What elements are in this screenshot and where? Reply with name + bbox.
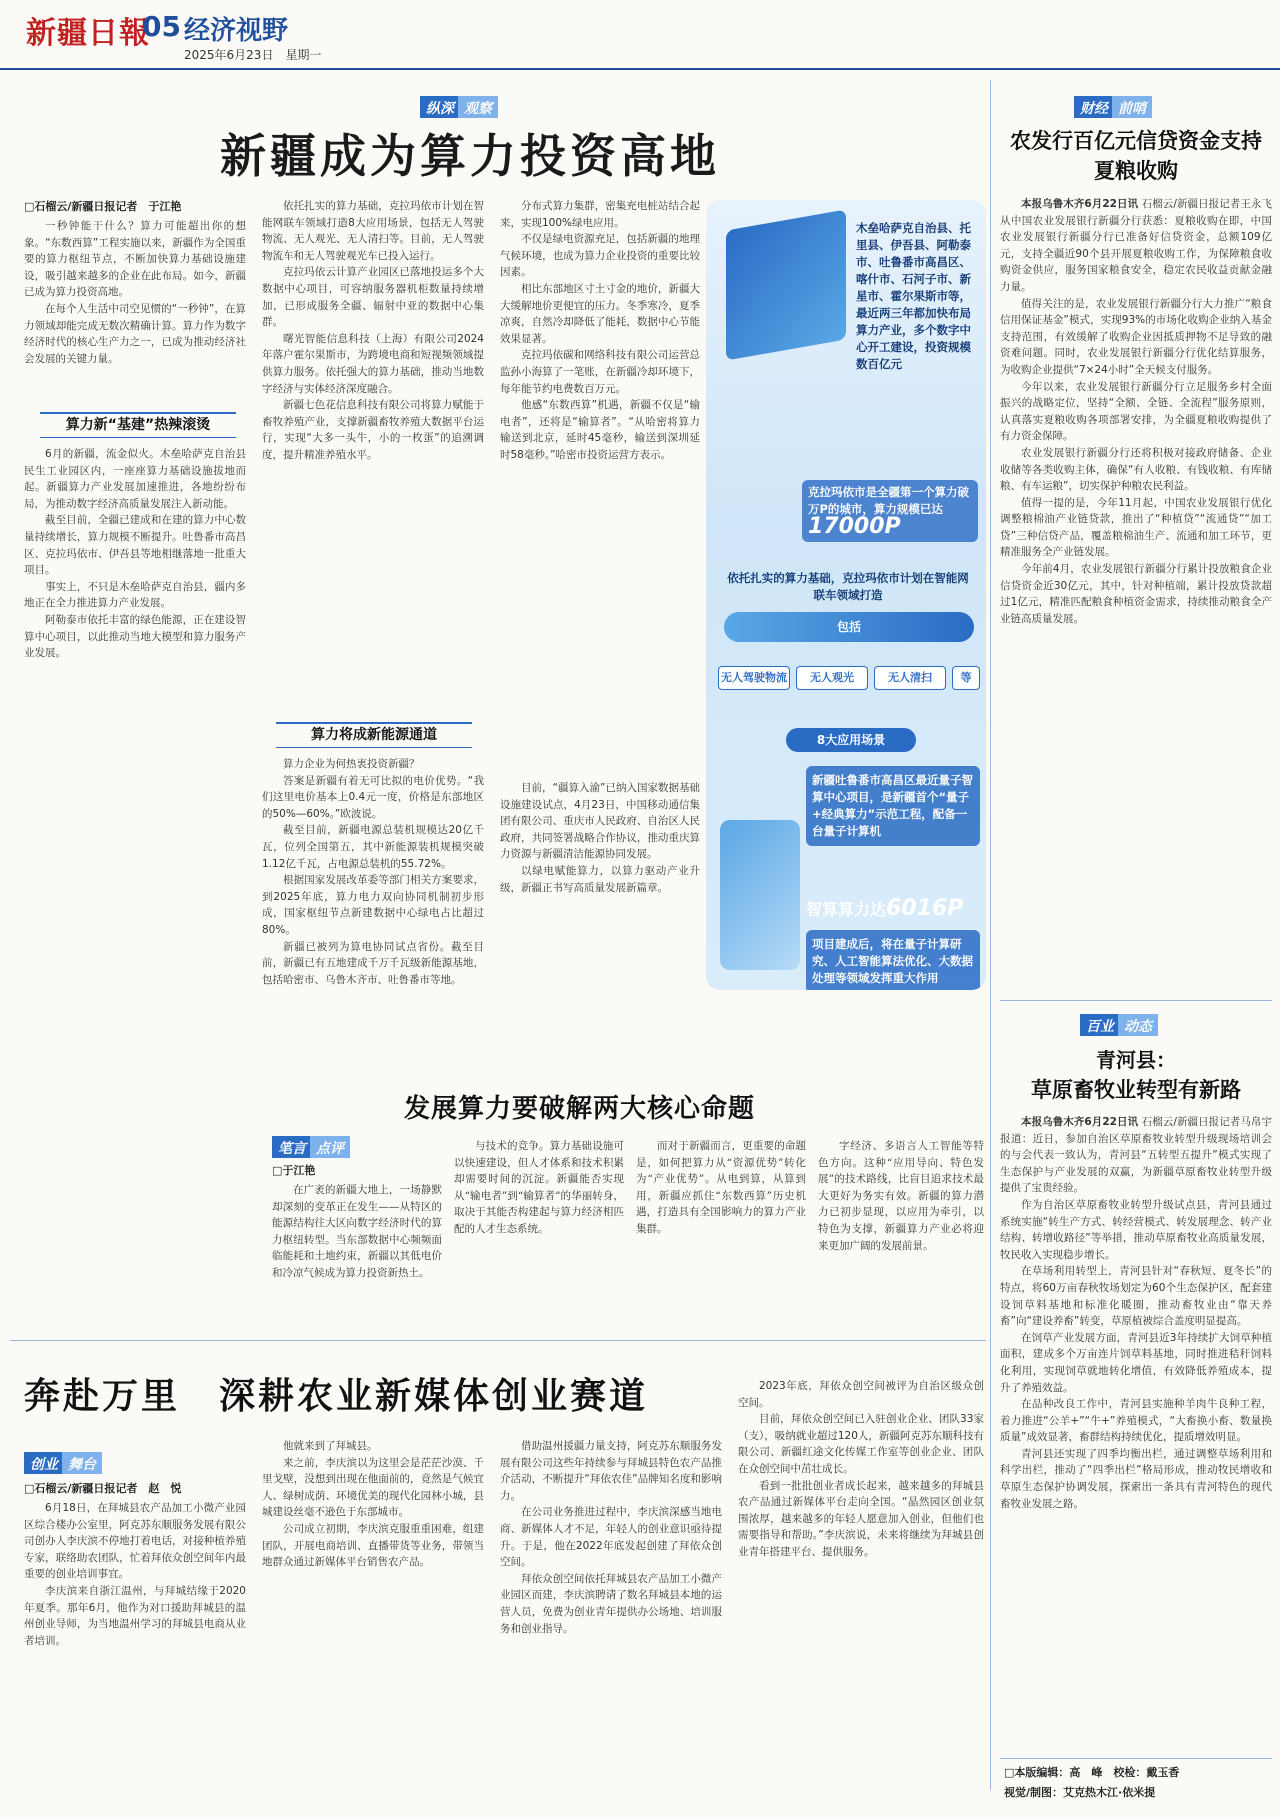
editor-credit: □本版编辑：高 峰 校检：戴玉香 — [1004, 1766, 1180, 1779]
section-title: 经济视野 — [184, 16, 289, 46]
infographic-callout-1: 木垒哈萨克自治县、托里县、伊吾县、阿勒泰市、吐鲁番市高昌区、喀什市、石河子市、新星市、霍尔果斯市等，最近两三年都加快布局算力产业，多个数字中心开工建设，投资规模数百亿元 — [856, 221, 971, 371]
commentary-byline: □于江艳 — [272, 1164, 316, 1177]
includes-ribbon: 包括 — [724, 612, 974, 642]
main-col2-bottom: 算力企业为何热衷投资新疆？ 答案是新疆有着无可比拟的电价优势。“我们这里电价基本上0.4元一度，价格是东部地区的50%—60%。”欧波说。 截至目前，新疆电源总装机规模达20亿千瓦，位列全国第五，其中新能源装机规模突破1.12亿千瓦，占电源总装机的55.72%。 根据国家发展改革委等部门相关方案要求，到2025年底，算力电力双向协同机制初步形成，国家枢纽节点新建数据中心绿电占比超过80%。 新疆已被列为算电协同试点省份。截至目前，新疆已有五地建成千万千瓦级新能源基地，包括哈密市、乌鲁木齐市、吐鲁番市等地。 — [262, 758, 484, 986]
bottom-col1: 6月18日，在拜城县农产品加工小微产业园区综合楼办公室里，阿克苏东顺服务发展有限公司创办人李庆滨不停地打着电话，对接种植养殖专家，联络助农团队，忙着拜依众创空间年内最重要的创业培训事宜。 李庆滨来自浙江温州，与拜城结缘于2020年夏季。那年6月，他作为对口援助拜城县的温州创业导师，为当地温州学习的拜城县电商从业者培训。 — [24, 1502, 246, 1647]
pill-etc: 等 — [952, 666, 980, 690]
scenes-badge: 8大应用场景 — [786, 728, 916, 752]
design-credit: 视觉/制图：艾克热木江·依米提 — [1004, 1786, 1156, 1799]
column-divider — [990, 80, 991, 1790]
pill-logistics: 无人驾驶物流 — [718, 666, 790, 690]
pill-sightseeing: 无人观光 — [796, 666, 868, 690]
stat-17000p: 17000P — [808, 514, 901, 539]
infographic-stat-6016p: 智算算力达6016P — [806, 896, 964, 921]
infographic-callout-4: 新疆吐鲁番市高昌区最近量子智算中心项目，是新疆首个“量子+经典算力”示范工程，配备一台量子计算机 — [806, 766, 980, 846]
main-byline: □石榴云/新疆日报记者 于江艳 — [24, 200, 182, 213]
story-tag: 纵深 观察 — [420, 96, 498, 118]
bottom-col3: 借助温州援疆力量支持，阿克苏东顺服务发展有限公司这些年持续参与拜城县特色农产品推介活动，不断提升“拜依农佳”品牌知名度和影响力。 在公司业务推进过程中，李庆滨深感当地电商、新媒体人才不足，年轻人的创业意识亟待提升。于是，他在2022年底发起创建了拜依众创空间。 拜依众创空间依托拜城县农产品加工小微产业园区而建，李庆滨聘请了数名拜城县本地的运营人员，免费为创业青年提供办公场地、培训服务和创业指导。 — [500, 1440, 722, 1635]
sidebar-headline-2a: 青河县： — [1096, 1048, 1176, 1072]
issue-date: 2025年6月23日 星期一 — [184, 48, 322, 62]
infographic-callout-3: 依托扎实的算力基础，克拉玛依市计划在智能网联车领域打造 — [727, 571, 969, 602]
subhead-3: 算力将成新能源通道 — [276, 722, 472, 748]
page-number: 05 — [142, 10, 181, 43]
commentary-col3: 而对于新疆而言，更重要的命题是，如何把算力从“资源优势”转化为“产业优势”。从电到算，从算到用，新疆应抓住“东数西算”历史机遇，打造具有全国影响力的算力产业集群。 — [636, 1140, 806, 1235]
sidebar-headline-1: 农发行百亿元信贷资金支持夏粮收购 — [1010, 129, 1262, 183]
main-col3-bottom: 目前，“疆算入渝”已纳入国家数据基础设施建设试点，4月23日，中国移动通信集团有限公司、重庆市人民政府、自治区人民政府，共同签署战略合作协议，推动重庆算力资源与新疆清洁能源协同发展。 以绿电赋能算力，以算力驱动产业升级，新疆正书写高质量发展新篇章。 — [500, 782, 700, 894]
commentary-tag: 笔言 点评 — [272, 1136, 350, 1158]
bottom-col2: 他就来到了拜城县。 来之前，李庆滨以为这里会是茫茫沙漠、千里戈壁，没想到出现在他面前的，竟然是气候宜人、绿树成荫、环境优美的现代化园林小城，县城建设丝毫不逊色于东部城市。 公司成立初期，李庆滨克服重重困难，组建团队，开展电商培训、直播带货等业务，带领当地群众通过新媒体平台销售农产品。 — [262, 1440, 484, 1569]
section-divider — [10, 1340, 986, 1341]
bottom-headline: 奔赴万里 深耕农业新媒体创业赛道 — [24, 1375, 649, 1417]
sidebar-article-1: 本报乌鲁木齐6月22日讯 石榴云/新疆日报记者王永飞从中国农业发展银行新疆分行获悉：夏粮收购在即，中国农业发展银行新疆分行已准备好信贷资金，总额109亿元，支持全疆近90个县开展夏粮收购工作，为保障粮食收购资金供应，服务国家粮食安全，稳定农民收益贡献金融力量。 值得关注的是，农业发展银行新疆分行大力推广“粮食信用保证基金”模式，实现93%的市场化收购企业纳入基金支持范围，有效缓解了收购企业因抵质押物不足导致的融资难问题。同时，农业发展银行新疆分行优化结算服务，为收购企业提供“7×24小时”全天候支付服务。 今年以来，农业发展银行新疆分行立足服务乡村全面振兴的战略定位，坚持“全额、全链、全流程”服务原则，认真落实夏粮收购各项部署安排，为全疆夏粮收购提供了有力资金保障。 农业发展银行新疆分行还将积极对接政府储备、企业收储等各类收购主体，确保“有人收粮、有钱收粮、有库储粮、有车运粮”，切实保护种粮农民利益。 值得一提的是，今年11月起，中国农业发展银行优化调整粮棉油产业链贷款，推出了“种植贷”“流通贷”“加工贷”三种信贷产品，覆盖粮棉油生产、流通和加工环节，更精准服务全产业链发展。 今年前4月，农业发展银行新疆分行累计投放粮食企业信贷资金近30亿元，其中，针对种植端，累计投放贷款超过1亿元，精准匹配粮食种植资金需求，持续推动粮食全产业链高质量发展。 — [1000, 198, 1272, 625]
sidebar-tag-2: 百业 动态 — [1080, 1014, 1158, 1036]
commentary-col1: 在广袤的新疆大地上，一场静默却深刻的变革正在发生——从特区的能源结构往大区向数字经济时代的算力枢纽转型。当东部数据中心频频面临能耗和土地约束，新疆以其低电价和冷凉气候成为算力投资新热土。 — [272, 1184, 442, 1279]
infographic-callout-6: 项目建成后，将在量子计算研究、人工智能算法优化、大数据处理等领域发挥重大作用 — [806, 930, 980, 990]
infographic-callout-2: 克拉玛依市是全疆第一个算力破万P的城市，算力规模已达 17000P — [802, 480, 978, 542]
main-col1-intro: 一秒钟能干什么？算力可能超出你的想象。“东数西算”工程实施以来，新疆作为全国重要的算力枢纽节点，不断加快算力基础设施建设，吸引越来越多的企业在此布局。如今，新疆已成为算力投资高地。 在每个人生活中司空见惯的“一秒钟”，在算力领域却能完成无数次精确计算。算力作为数字经济时代的核心生产力之一，已成为推动经济社会发展的关键力量。 — [24, 220, 246, 365]
quantum-device-illustration — [720, 820, 800, 970]
sidebar-tag-1: 财经 前哨 — [1074, 96, 1152, 118]
commentary-col2: 与技术的竞争。算力基础设施可以快速建设，但人才体系和技术积累却需要时间的沉淀。新疆能否实现从“输电者”到“输算者”的华丽转身，取决于其能否构建起与算力经济相匹配的人才生态系统。 — [454, 1140, 624, 1235]
main-col1-body: 6月的新疆，流金似火。木垒哈萨克自治县民生工业园区内，一座座算力基础设施拔地而起。新疆算力产业发展加速推进，各地纷纷布局，为推动数字经济高质量发展注入新动能。 截至目前，全疆已建成和在建的算力中心数量持续增长，算力规模不断提升。吐鲁番市高昌区、克拉玛依市、伊吾县等地相继落地一批重大项目。 事实上，不只是木垒哈萨克自治县，疆内多地正在全力推进算力产业发展。 阿勒泰市依托丰富的绿色能源，正在建设智算中心项目，以此推动当地大模型和算力服务产业发展。 — [24, 448, 246, 660]
infographic-panel — [706, 200, 986, 990]
commentary-headline: 发展算力要破解两大核心命题 — [404, 1094, 756, 1124]
sidebar-divider — [1000, 1000, 1272, 1001]
footer-divider — [1000, 1758, 1272, 1759]
bottom-byline: □石榴云/新疆日报记者 赵 悦 — [24, 1482, 182, 1495]
masthead — [0, 0, 1280, 70]
newspaper-logo: 新疆日報 — [26, 16, 150, 51]
sidebar-article-2: 本报乌鲁木齐6月22日讯 石榴云/新疆日报记者马帛宇报道：近日，参加自治区草原畜牧业转型升级现场培训会的与会代表一致认为，青河县“五转型五提升”模式实现了生态保护与产业发展的双赢，为新疆草原畜牧业转型升级提供了宝贵经验。 作为自治区草原畜牧业转型升级试点县，青河县通过系统实施“转生产方式、转经营模式、转发展理念、转产业结构、转增收路径”等举措，推动草原畜牧业高质量发展，牧民收入实现稳步增长。 在草场利用转型上，青河县针对“春秋短、夏冬长”的特点，将60万亩春秋牧场划定为60个生态保护区，配套建设饲草料基地和标准化暖圈，推动畜牧业由“靠天养畜”向“建设养畜”转变，草原植被综合盖度明显提高。 在饲草产业发展方面，青河县近3年持续扩大饲草种植面积，建成多个万亩连片饲草料基地，同时推进秸秆饲料化利用，实现饲草就地转化增值，有效降低养殖成本，提升了养殖效益。 在品种改良工作中，青河县实施种羊肉牛良种工程，着力推进“公羊+”“牛+”养殖模式，“大畜换小畜、数量换质量”成效显著，畜群结构持续优化，提质增效明显。 青河县还实现了四季均衡出栏，通过调整草场利用和科学出栏，推动了“四季出栏”格局形成，推动牧民增收和草原生态保护协调发展，探索出一条具有青河特色的现代畜牧业发展之路。 — [1000, 1116, 1272, 1510]
data-screen-illustration — [726, 209, 846, 360]
bottom-col4: 2023年底，拜依众创空间被评为自治区级众创空间。 目前，拜依众创空间已入驻创业企业、团队33家（支），吸纳就业超过120人，新疆阿克苏东顺科技有限公司、新疆红途文化传媒工作室等创业企业、团队在众创空间中茁壮成长。 看到一批批创业者成长起来，越来越多的拜城县农产品通过新媒体平台走向全国。“晶然园区创业氛围浓厚，越来越多的年轻人愿意加入创业，但他们也需要指导和帮助。”李庆滨说，未来将继续为拜城县创业青年搭建平台、提供服务。 — [738, 1380, 984, 1558]
main-headline: 新疆成为算力投资高地 — [220, 129, 720, 183]
subhead-1: 算力新“基建”热辣滚烫 — [40, 412, 236, 438]
sidebar-headline-2b: 草原畜牧业转型有新路 — [1031, 1078, 1241, 1102]
pill-cleaning: 无人清扫 — [874, 666, 946, 690]
main-col3-top: 分布式算力集群，密集充电桩站结合起来，实现100%绿电应用。 不仅是绿电资源充足，包括新疆的地理气候环境，也成为算力企业投资的重要比较因素。 相比东部地区寸土寸金的地价，新疆大大缓解地价更便宜的压力。冬季寒冷，夏季凉爽，自然冷却降低了能耗，数据中心节能效果显著。 克拉玛依碳和网络科技有限公司运营总监孙小海算了一笔账，在新疆冷却环境下，每年能节约电费数百万元。 他感“东数西算”机遇，新疆不仅是“输电者”，还将是“输算者”。“从哈密将算力输送到北京，延时45毫秒，输送到深圳延时58毫秒。”哈密市投资运营方表示。 — [500, 200, 700, 461]
commentary-col4: 字经济、多语言人工智能等特色方向。这种“应用导向、特色发展”的技术路线，比盲目追求技术最大更好为务实有效。新疆的算力潜力已初步显现，以应用为牵引，以特色为支撑，新疆算力产业必将迎来更加广阔的发展前景。 — [818, 1140, 984, 1252]
main-col2-top: 依托扎实的算力基础，克拉玛依市计划在智能网联车领域打造8大应用场景，包括无人驾驶物流、无人观光、无人清扫等。目前，无人驾驶物流车和无人驾驶观光车已投入运行。 克拉玛依云计算产业园区已落地投运多个大数据中心项目，可容纳服务器机柜数量持续增加，已形成服务全疆、辐射中亚的数据中心集群。 曙光智能信息科技（上海）有限公司2024年落户霍尔果斯市，为跨境电商和短视频领域提供算力服务。依托强大的算力基础，推动当地数字经济与实体经济深度融合。 新疆七色花信息科技有限公司将算力赋能于畜牧养殖产业，支撑新疆畜牧养殖大数据平台运行，实现“大多一头牛，小的一枚蛋”的追溯调度，提升精准养殖水平。 — [262, 200, 484, 461]
bottom-tag: 创业 舞台 — [24, 1452, 102, 1474]
